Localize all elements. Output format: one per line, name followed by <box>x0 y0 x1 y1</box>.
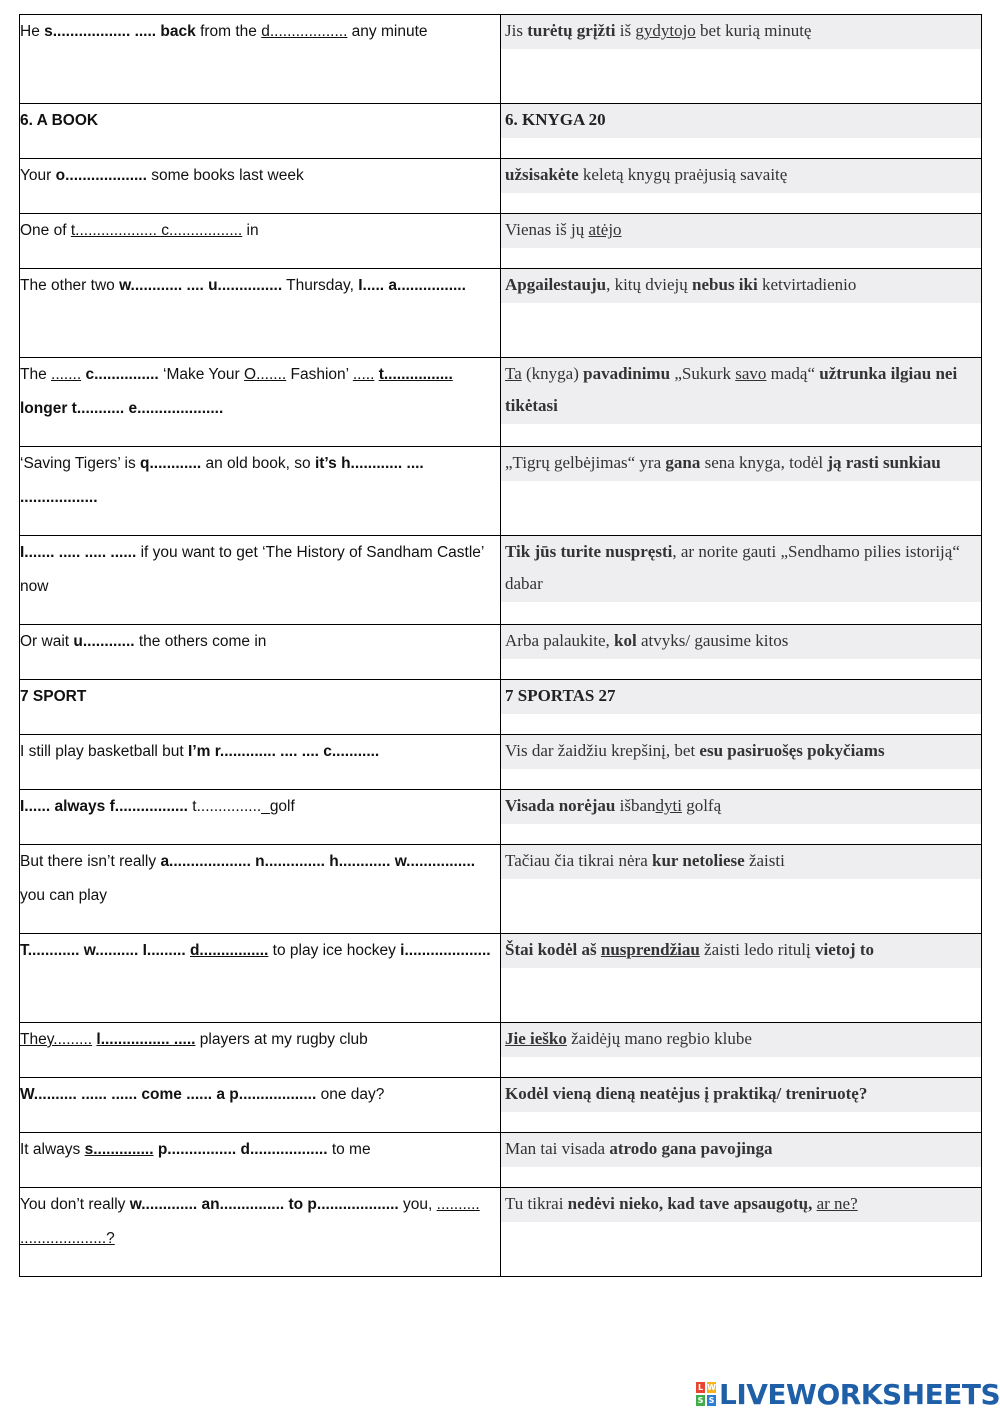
lithuanian-text-segment: turėtų grįžti <box>527 21 616 40</box>
lithuanian-text-segment: atvyks/ gausime kitos <box>636 631 789 650</box>
lithuanian-text-segment: atrodo gana pavojinga <box>609 1139 773 1158</box>
english-cell <box>20 1023 501 1078</box>
lithuanian-text-segment: golfą <box>681 796 722 815</box>
english-text-segment: You don’t really <box>20 1196 130 1213</box>
english-text-segment: T............ w.......... I......... <box>20 942 190 959</box>
logo-mark-tile: S <box>697 1396 704 1405</box>
lithuanian-text-segment: išban <box>615 796 656 815</box>
english-text-segment: an old book, so <box>201 455 315 472</box>
section-header-row <box>20 680 982 735</box>
english-text-segment: a................... n.............. h............ w................ <box>160 853 476 870</box>
english-text-segment: ....... <box>51 366 82 383</box>
english-text-segment: from the <box>195 23 262 40</box>
english-text-segment: O....... <box>244 366 287 383</box>
logo-mark-icon <box>696 1382 716 1406</box>
english-cell <box>20 214 501 269</box>
lithuanian-text-segment: gana <box>665 453 701 472</box>
logo-mark-tile: L <box>697 1383 704 1392</box>
english-text-segment: if you want to get ‘The History of Sandham Castle’ now <box>20 544 484 595</box>
table-row <box>20 1133 982 1188</box>
translation-box <box>501 1188 981 1222</box>
english-text-segment: 6. A BOOK <box>20 112 99 129</box>
lithuanian-text-segment: Tik jūs turite nuspręsti <box>505 542 673 561</box>
english-cell <box>20 15 501 104</box>
english-text-segment: I’m r............. .... .... c........... <box>188 743 380 760</box>
table-row <box>20 1078 982 1133</box>
english-text-segment: c............... <box>85 366 159 383</box>
lithuanian-text-segment: Man tai visada <box>505 1139 610 1158</box>
english-cell <box>20 447 501 536</box>
lithuanian-text-segment: žaisti <box>744 851 785 870</box>
lithuanian-text-segment: užsisakėte <box>505 165 579 184</box>
english-text-segment: in <box>242 222 259 239</box>
english-text-segment: ‘Saving Tigers’ is <box>20 455 141 472</box>
lithuanian-text-segment: sena knyga, todėl <box>700 453 828 472</box>
english-text-segment: u............ <box>73 633 135 650</box>
lithuanian-text-segment: Tu tikrai <box>505 1194 568 1213</box>
logo-mark-tile: W <box>707 1383 716 1392</box>
english-text-segment: 7 SPORT <box>20 688 87 705</box>
lithuanian-cell <box>501 104 982 159</box>
lithuanian-cell <box>501 680 982 735</box>
table-row <box>20 934 982 1023</box>
translation-box <box>501 536 981 602</box>
lithuanian-text-segment: vietoj to <box>815 940 875 959</box>
english-text-segment: W.......... ...... ...... come ...... a p.................. <box>20 1086 317 1103</box>
lithuanian-cell <box>501 358 982 447</box>
lithuanian-text-segment: Jis <box>505 21 528 40</box>
english-text-segment: the others come in <box>134 633 267 650</box>
table-row <box>20 358 982 447</box>
english-text-segment: I..... a................ <box>358 277 466 294</box>
english-text-segment: d................ <box>189 942 269 959</box>
lithuanian-text-segment: kur netoliese <box>652 851 745 870</box>
english-text-segment: one day? <box>316 1086 385 1103</box>
lithuanian-text-segment: Vienas iš jų <box>505 220 589 239</box>
lithuanian-text-segment: savo <box>735 364 767 383</box>
english-text-segment: I still play basketball but <box>20 743 189 760</box>
logo-mark-tile: S <box>708 1396 715 1405</box>
english-cell <box>20 625 501 680</box>
lithuanian-text-segment: užtrunka ilgiau nei tikėtasi <box>505 364 958 415</box>
english-text-segment: d.................. <box>261 23 348 40</box>
worksheet-table <box>19 14 982 1277</box>
lithuanian-text-segment: esu pasiruošęs pokyčiams <box>699 741 885 760</box>
lithuanian-text-segment: ją rasti sunkiau <box>827 453 941 472</box>
lithuanian-text-segment: Visada norėjau <box>505 796 616 815</box>
table-row <box>20 845 982 934</box>
section-header-row <box>20 104 982 159</box>
english-text-segment: it’s h............ .... .................. <box>20 455 424 506</box>
english-text-segment: you can play <box>20 887 108 904</box>
table-row <box>20 735 982 790</box>
lithuanian-text-segment: , ar norite gauti „Sendhamo pilies istoriją“ dabar <box>505 542 960 593</box>
english-text-segment: Fashion’ <box>286 366 353 383</box>
lithuanian-text-segment: 6. KNYGA 20 <box>505 110 606 129</box>
english-text-segment: w............. an............... to p................... <box>129 1196 399 1213</box>
lithuanian-text-segment: iš <box>615 21 636 40</box>
english-text-segment: any minute <box>347 23 428 40</box>
english-text-segment: to me <box>327 1141 371 1158</box>
lithuanian-text-segment: Apgailestauju <box>505 275 607 294</box>
lithuanian-cell <box>501 735 982 790</box>
translation-box <box>501 1023 981 1057</box>
translation-box <box>501 680 981 714</box>
english-cell <box>20 680 501 735</box>
english-text-segment: The other two <box>20 277 120 294</box>
lithuanian-text-segment: dyti <box>655 796 682 815</box>
english-cell <box>20 104 501 159</box>
english-text-segment: Or wait <box>20 633 74 650</box>
lithuanian-cell <box>501 447 982 536</box>
english-text-segment: i.................... <box>400 942 491 959</box>
lithuanian-text-segment: žaidėjų mano regbio klube <box>566 1029 752 1048</box>
english-text-segment: ..... <box>352 366 375 383</box>
lithuanian-cell <box>501 1078 982 1133</box>
lithuanian-cell <box>501 1188 982 1277</box>
english-text-segment: s.................. ..... <box>44 23 157 40</box>
lithuanian-cell <box>501 790 982 845</box>
translation-box <box>501 735 981 769</box>
table-row <box>20 15 982 104</box>
lithuanian-text-segment: madą“ <box>766 364 820 383</box>
english-cell <box>20 536 501 625</box>
lithuanian-cell <box>501 845 982 934</box>
english-text-segment: Thursday, <box>282 277 359 294</box>
lithuanian-text-segment: Arba palaukite, <box>505 631 615 650</box>
english-text-segment: o................... <box>55 167 147 184</box>
lithuanian-text-segment: Kodėl vieną dieną neatėjus į praktiką/ treniruotę? <box>505 1084 868 1103</box>
lithuanian-cell <box>501 15 982 104</box>
translation-box <box>501 159 981 193</box>
translation-box <box>501 358 981 424</box>
lithuanian-text-segment: atėjo <box>588 220 622 239</box>
english-text-segment: w............ .... u............... <box>119 277 283 294</box>
table-row <box>20 1023 982 1078</box>
lithuanian-cell <box>501 269 982 358</box>
lithuanian-text-segment: „Tigrų gelbėjimas“ yra <box>505 453 666 472</box>
english-text-segment: I...... always f................. <box>20 798 188 815</box>
lithuanian-text-segment: ar ne? <box>816 1194 858 1213</box>
translation-box <box>501 845 981 879</box>
english-text-segment: t................ <box>378 366 453 383</box>
table-row <box>20 447 982 536</box>
table-row <box>20 1188 982 1277</box>
english-text-segment: players at my rugby club <box>195 1031 368 1048</box>
translation-box <box>501 625 981 659</box>
lithuanian-text-segment: pavadinimu <box>583 364 671 383</box>
lithuanian-text-segment: , kitų dviejų <box>606 275 693 294</box>
table-row <box>20 269 982 358</box>
english-text-segment: I....... ..... ..... ...... <box>20 544 137 561</box>
english-text-segment: longer t........... e.................... <box>20 400 224 417</box>
translation-box <box>501 269 981 303</box>
english-text-segment: p................ d.................. <box>157 1141 328 1158</box>
english-cell <box>20 159 501 214</box>
lithuanian-text-segment: Štai kodėl aš <box>505 940 601 959</box>
lithuanian-text-segment: „Sukurk <box>670 364 736 383</box>
translation-box <box>501 790 981 824</box>
english-text-segment: you, <box>398 1196 437 1213</box>
english-text-segment: The <box>20 366 52 383</box>
lithuanian-text-segment: Tačiau čia tikrai nėra <box>505 851 652 870</box>
lithuanian-cell <box>501 536 982 625</box>
english-text-segment: t..............._golf <box>187 798 295 815</box>
english-text-segment: .......... ....................? <box>20 1196 480 1247</box>
english-text-segment: They......... <box>20 1031 93 1048</box>
english-cell <box>20 790 501 845</box>
english-cell <box>20 1188 501 1277</box>
english-cell <box>20 1078 501 1133</box>
lithuanian-text-segment: Vis dar žaidžiu krepšinį, bet <box>505 741 700 760</box>
table-row <box>20 625 982 680</box>
translation-box <box>501 214 981 248</box>
english-text-segment: It always <box>20 1141 85 1158</box>
english-text-segment: l................ ..... <box>96 1031 196 1048</box>
english-text-segment: some books last week <box>146 167 304 184</box>
lithuanian-text-segment: nedėvi nieko, kad tave apsaugotų, <box>567 1194 813 1213</box>
english-cell <box>20 845 501 934</box>
english-text-segment: s.............. <box>84 1141 154 1158</box>
translation-box <box>501 934 981 968</box>
lithuanian-text-segment: nebus iki <box>692 275 758 294</box>
english-text-segment: He <box>20 23 45 40</box>
english-text-segment: ‘Make Your <box>158 366 245 383</box>
english-text-segment: q............ <box>140 455 202 472</box>
lithuanian-cell <box>501 934 982 1023</box>
english-text-segment: back <box>160 23 196 40</box>
lithuanian-cell <box>501 214 982 269</box>
table-row <box>20 214 982 269</box>
english-cell <box>20 1133 501 1188</box>
lithuanian-cell <box>501 159 982 214</box>
english-text-segment: But there isn’t really <box>20 853 161 870</box>
lithuanian-text-segment: (knyga) <box>521 364 584 383</box>
english-text-segment: Your <box>20 167 56 184</box>
translation-box <box>501 104 981 138</box>
lithuanian-cell <box>501 625 982 680</box>
lithuanian-text-segment: nusprendžiau <box>600 940 700 959</box>
translation-box <box>501 1078 981 1112</box>
table-row <box>20 159 982 214</box>
english-cell <box>20 735 501 790</box>
lithuanian-text-segment: 7 SPORTAS 27 <box>505 686 616 705</box>
lithuanian-text-segment: Ta <box>505 364 522 383</box>
lithuanian-text-segment: keletą knygų praėjusią savaitę <box>578 165 788 184</box>
english-text-segment: One of <box>20 222 71 239</box>
lithuanian-text-segment: žaisti ledo ritulį <box>699 940 815 959</box>
lithuanian-text-segment: kol <box>614 631 637 650</box>
liveworksheets-logo <box>696 1378 1000 1410</box>
table-row <box>20 536 982 625</box>
english-cell <box>20 358 501 447</box>
lithuanian-text-segment: ketvirtadienio <box>757 275 857 294</box>
english-cell <box>20 934 501 1023</box>
english-text-segment: to play ice hockey <box>268 942 401 959</box>
lithuanian-text-segment: bet kurią minutę <box>695 21 812 40</box>
translation-box <box>501 15 981 49</box>
translation-box <box>501 1133 981 1167</box>
english-text-segment: t................... c................. <box>70 222 243 239</box>
lithuanian-text-segment: Jie ieško <box>505 1029 567 1048</box>
table-row <box>20 790 982 845</box>
logo-text: LIVEWORKSHEETS <box>719 1377 1000 1411</box>
lithuanian-text-segment: gydytojo <box>635 21 696 40</box>
lithuanian-cell <box>501 1023 982 1078</box>
translation-box <box>501 447 981 481</box>
lithuanian-cell <box>501 1133 982 1188</box>
english-cell <box>20 269 501 358</box>
